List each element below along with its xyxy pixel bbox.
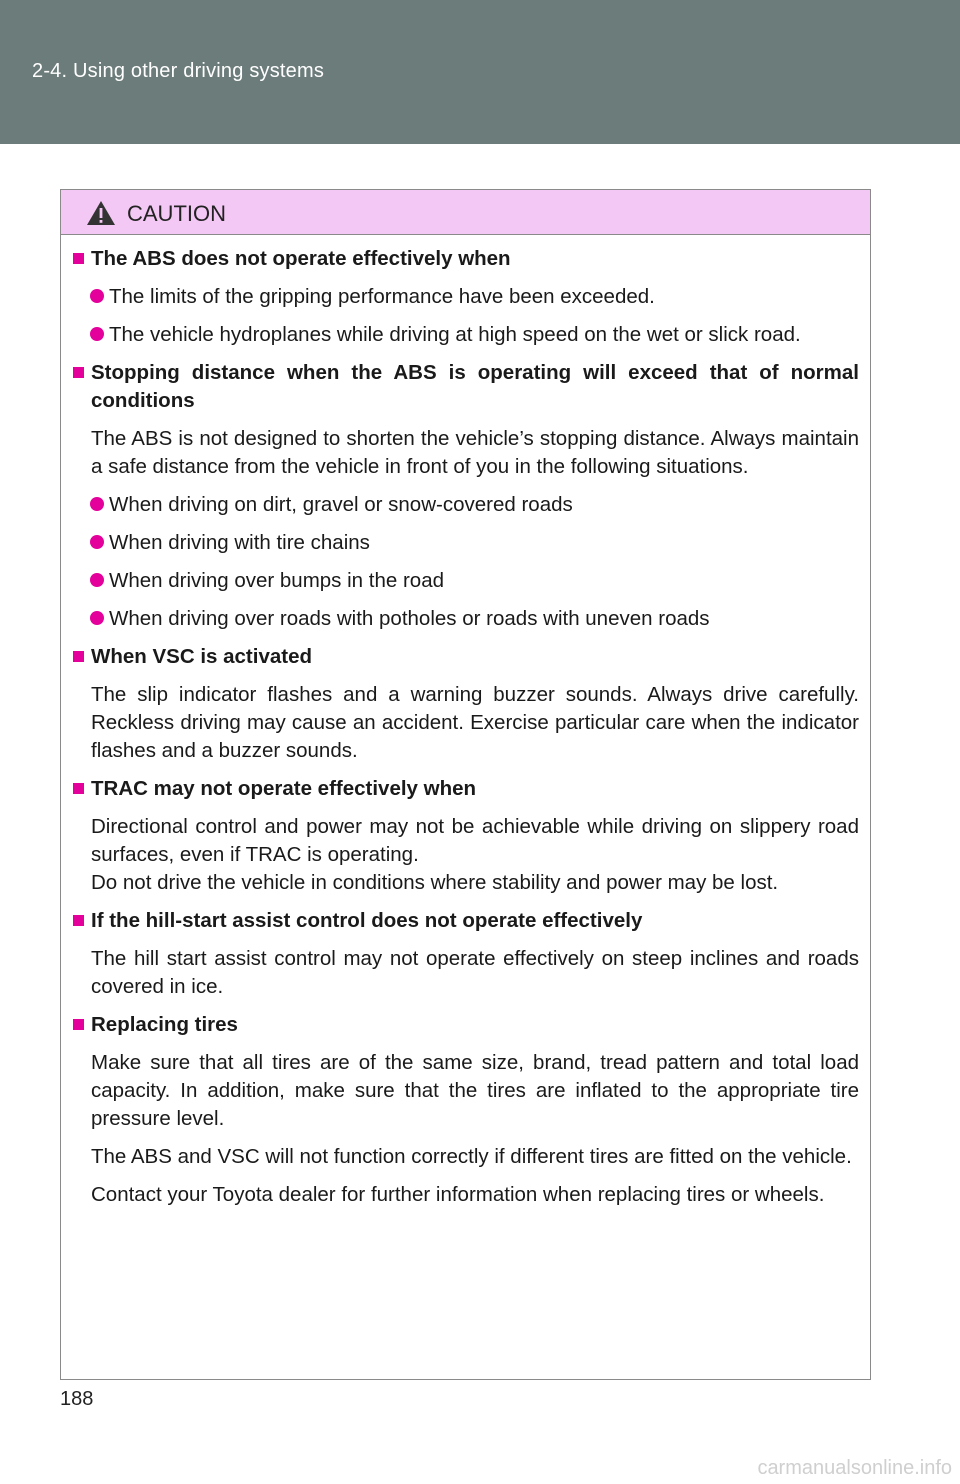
bullet-item: When driving over bumps in the road — [73, 567, 859, 595]
square-bullet-icon — [73, 915, 84, 926]
caution-content — [73, 245, 859, 1219]
section-heading: Stopping distance when the ABS is operating will exceed that of normal conditions — [73, 359, 859, 415]
circle-bullet-icon — [90, 611, 104, 625]
section-heading: Replacing tires — [73, 1011, 859, 1039]
paragraph: The ABS and VSC will not function correctly if different tires are fitted on the vehicle. — [91, 1145, 852, 1168]
circle-bullet-icon — [90, 289, 104, 303]
section-heading: TRAC may not operate effectively when — [73, 775, 859, 803]
square-bullet-icon — [73, 367, 84, 378]
paragraph: The slip indicator flashes and a warning buzzer sounds. Always drive carefully. Reckless driving may cause an accident. Exercise particular care when the indicator flashes and a buzzer sounds. — [91, 683, 859, 762]
caution-box — [60, 189, 871, 1380]
bullet-item: When driving with tire chains — [73, 529, 859, 557]
warning-triangle-icon — [86, 200, 116, 226]
circle-bullet-icon — [90, 497, 104, 511]
square-bullet-icon — [73, 253, 84, 264]
section-heading: If the hill-start assist control does not operate effectively — [73, 907, 859, 935]
circle-bullet-icon — [90, 573, 104, 587]
circle-bullet-icon — [90, 327, 104, 341]
caution-header — [61, 190, 870, 235]
bullet-item: When driving on dirt, gravel or snow-covered roads — [73, 491, 859, 519]
paragraph: The hill start assist control may not operate effectively on steep inclines and roads covered in ice. — [91, 947, 859, 998]
bullet-item: The limits of the gripping performance have been exceeded. — [73, 283, 859, 311]
section-heading: The ABS does not operate effectively when — [73, 245, 859, 273]
paragraph: Make sure that all tires are of the same size, brand, tread pattern and total load capacity. In addition, make sure that the tires are inflated to the appropriate tire pressure level. — [91, 1051, 859, 1130]
square-bullet-icon — [73, 1019, 84, 1030]
square-bullet-icon — [73, 651, 84, 662]
watermark: carmanualsonline.info — [757, 1457, 952, 1479]
bullet-item: The vehicle hydroplanes while driving at high speed on the wet or slick road. — [73, 321, 859, 349]
paragraph: Directional control and power may not be achievable while driving on slippery road surfaces, even if TRAC is operating. Do not drive the vehicle in conditions where stability and power may be lost. — [91, 815, 859, 894]
page-header — [0, 0, 960, 144]
section-title: 2-4. Using other driving systems — [32, 60, 325, 82]
page-number: 188 — [60, 1388, 94, 1410]
circle-bullet-icon — [90, 535, 104, 549]
bullet-item: When driving over roads with potholes or roads with uneven roads — [73, 605, 859, 633]
square-bullet-icon — [73, 783, 84, 794]
section-heading: When VSC is activated — [73, 643, 859, 671]
caution-title: CAUTION — [127, 201, 226, 226]
paragraph: The ABS is not designed to shorten the vehicle’s stopping distance. Always maintain a safe distance from the vehicle in front of you in the following situations. — [91, 427, 859, 478]
paragraph: Contact your Toyota dealer for further information when replacing tires or wheels. — [91, 1183, 825, 1206]
